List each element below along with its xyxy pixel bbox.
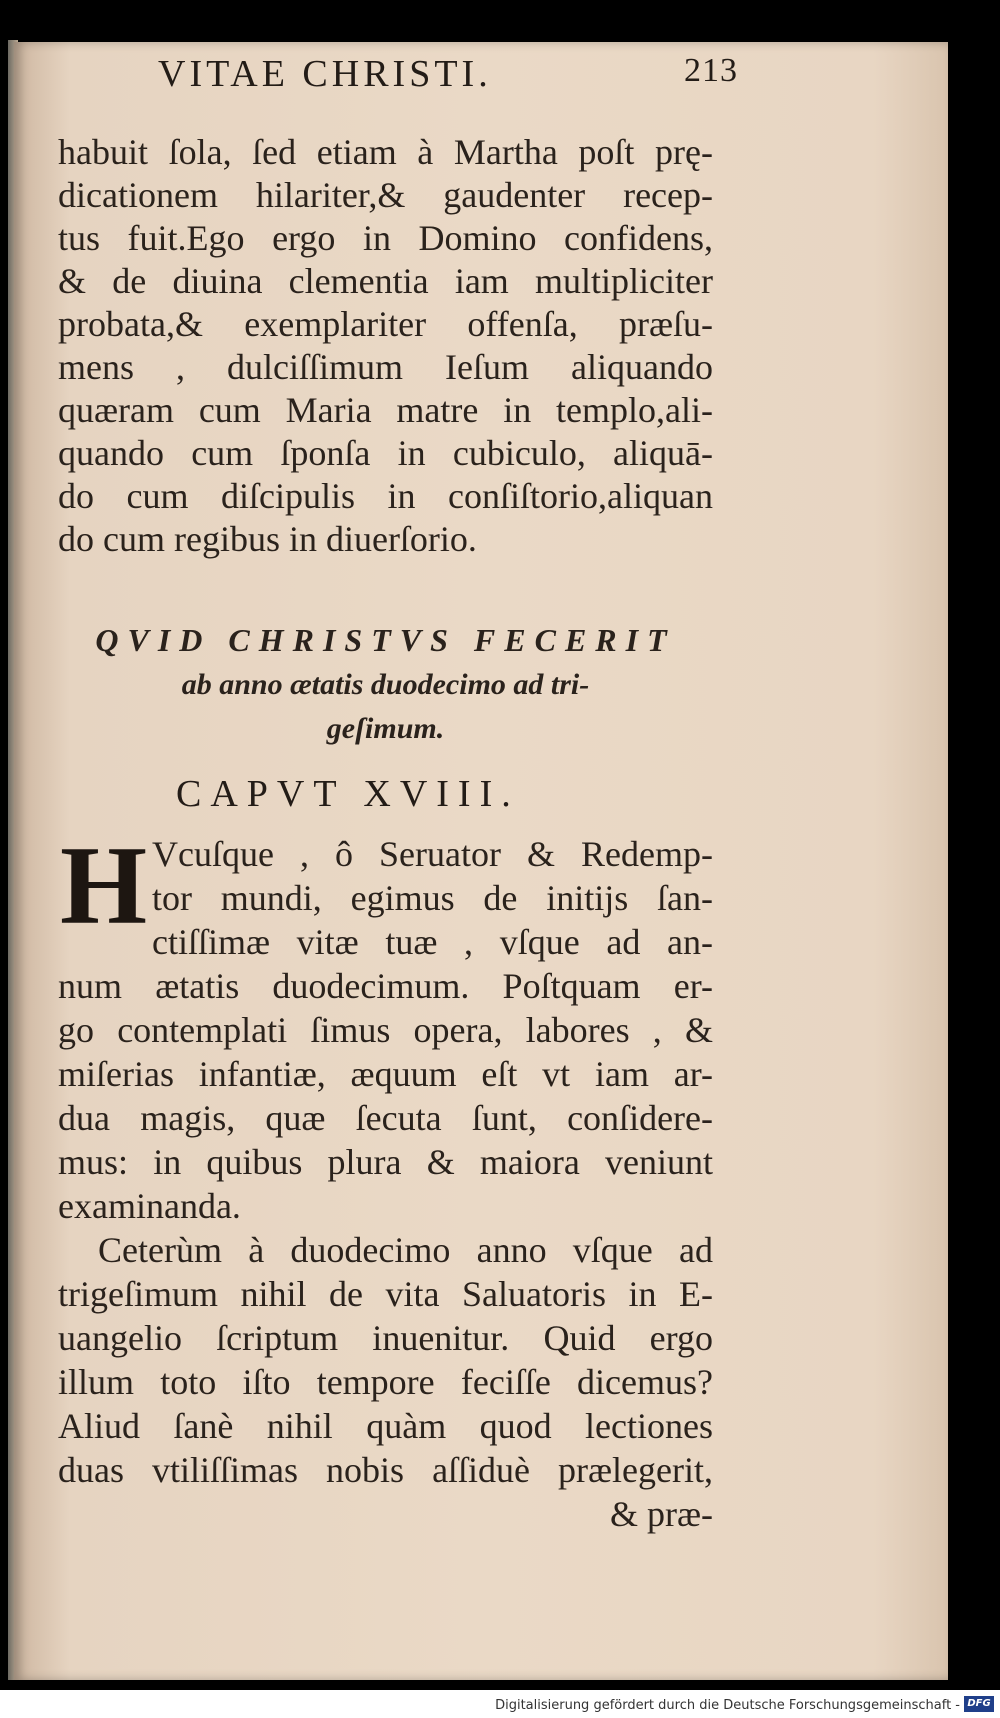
page-number: 213	[684, 52, 738, 89]
body-line: trigeſimum nihil de vita Saluatoris in E-	[58, 1274, 713, 1314]
drop-cap: H	[60, 824, 148, 948]
body-line: go contemplati ſimus opera, labores , &	[58, 1010, 713, 1050]
body-line: ctiſſimæ vitæ tuæ , vſque ad an-	[152, 922, 713, 962]
funding-credit: Digitalisierung gefördert durch die Deutsche Forschungsgemeinschaft -	[495, 1698, 960, 1713]
body-line: do cum regibus in diuerſorio.	[58, 519, 477, 559]
body-line: miſerias infantiæ, æquum eſt vt iam ar-	[58, 1054, 713, 1094]
body-line: illum toto iſto tempore feciſſe dicemus?	[58, 1362, 713, 1402]
digitization-footer	[0, 1692, 1000, 1718]
body-line: mus: in quibus plura & maiora veniunt	[58, 1142, 713, 1182]
section-heading-line-2: ab anno ætatis duodecimo ad tri-	[181, 668, 590, 701]
body-line: probata,& exemplariter offenſa, præſu-	[58, 304, 713, 344]
body-line: quæram cum Maria matre in templo,ali-	[58, 390, 713, 430]
body-line: examinanda.	[58, 1186, 241, 1226]
body-line: dua magis, quæ ſecuta ſunt, conſidere-	[58, 1098, 713, 1138]
body-line: do cum diſcipulis in conſiſtorio,aliquan	[58, 476, 713, 516]
body-line: Ceterùm à duodecimo anno vſque ad	[98, 1230, 713, 1270]
body-line: tus fuit.Ego ergo in Domino confidens,	[58, 218, 713, 258]
body-line: duas vtiliſſimas nobis aſſiduè prælegerit,	[58, 1450, 713, 1490]
section-heading-line-1: QVID CHRISTVS FECERIT	[95, 622, 676, 658]
running-head	[98, 52, 738, 102]
body-line: habuit ſola, ſed etiam à Martha poſt prę-	[58, 132, 713, 172]
body-line: dicationem hilariter,& gaudenter recep-	[58, 175, 713, 215]
catchword: & præ-	[610, 1494, 713, 1534]
body-line: Vcuſque , ô Seruator & Redemp-	[152, 834, 713, 874]
body-line: uangelio ſcriptum inuenitur. Quid ergo	[58, 1318, 713, 1358]
dfg-logo: DFG	[964, 1696, 994, 1712]
chapter-title: CAPVT XVIII.	[176, 773, 520, 815]
body-line: quando cum ſponſa in cubiculo, aliquā-	[58, 433, 713, 473]
body-line: tor mundi, egimus de initijs ſan-	[152, 878, 713, 918]
running-head-title: VITAE CHRISTI.	[158, 53, 492, 95]
section-heading-line-3: geſimum.	[326, 712, 445, 745]
body-line: num ætatis duodecimum. Poſtquam er-	[58, 966, 713, 1006]
body-line: mens , dulciſſimum Ieſum aliquando	[58, 347, 713, 387]
body-line: & de diuina clementia iam multipliciter	[58, 261, 713, 301]
body-line: Aliud ſanè nihil quàm quod lectiones	[58, 1406, 713, 1446]
